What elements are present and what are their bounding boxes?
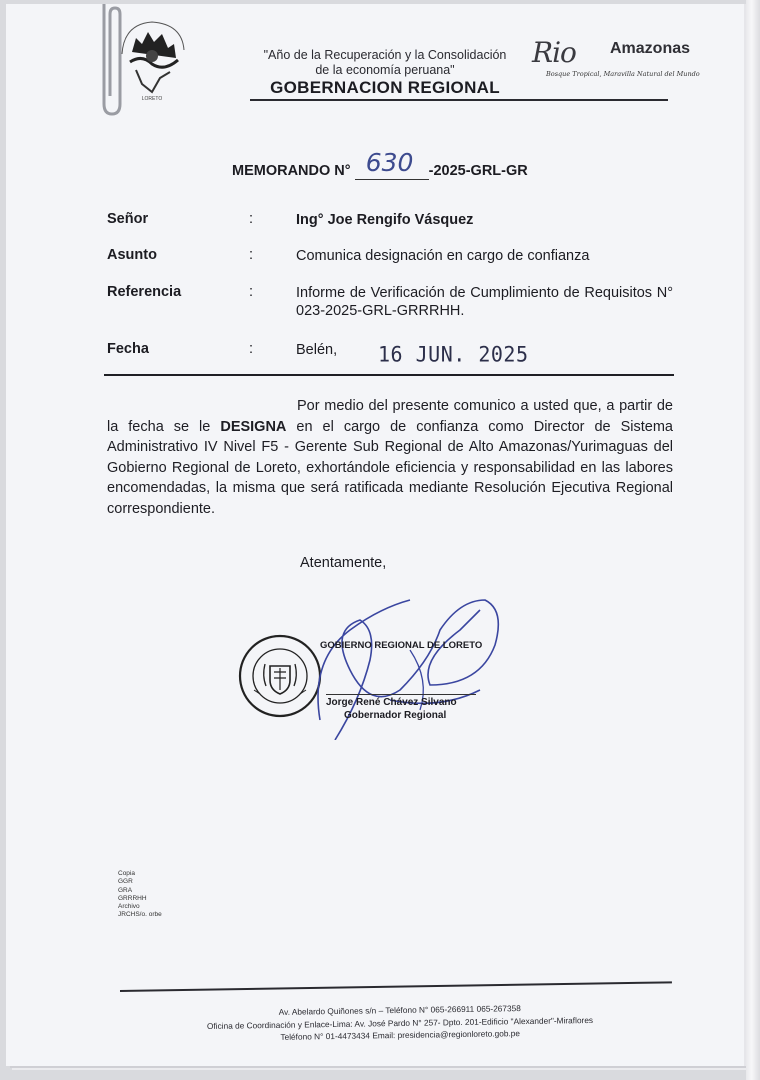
fecha-label: Fecha — [107, 341, 149, 357]
motto-line-1: "Año de la Recuperación y la Consolidación — [263, 48, 507, 62]
colon: : — [249, 247, 254, 263]
signature-organization: GOBIERNO REGIONAL DE LORETO — [320, 640, 483, 651]
memo-number: 630 — [355, 148, 425, 177]
brand-tagline: Bosque Tropical, Maravilla Natural del Mundo — [546, 70, 700, 78]
rio-amazonas-logo — [530, 36, 700, 82]
referencia-value: Informe de Verificación de Cumplimiento de Requisitos N° 023-2025-GRL-GRRRHH. — [296, 285, 673, 319]
closing: Atentamente, — [300, 555, 387, 571]
footer-line-2: Oficina de Coordinación y Enlace-Lima: Av. José Pardo N° 257- Dpto. 201-Edificio "Alexander"-Miraflores — [206, 1014, 594, 1031]
asunto-value: Comunica designación en cargo de confianza — [296, 248, 590, 264]
senor-value: Ing° Joe Rengifo Vásquez — [296, 212, 474, 228]
brand-name: Amazonas — [610, 40, 691, 57]
copy-item: Archivo — [118, 903, 140, 911]
date-stamp: 16 JUN. 2025 — [378, 341, 529, 367]
colon: : — [249, 211, 254, 227]
referencia-label: Referencia — [107, 284, 182, 300]
senor-label: Señor — [107, 211, 149, 227]
body-bold: DESIGNA — [220, 418, 287, 435]
colon: : — [249, 284, 254, 300]
gobierno-regional-logo — [112, 14, 192, 102]
asunto-label: Asunto — [107, 247, 157, 263]
copy-item: JRCHS/o. orbe — [118, 911, 162, 919]
copy-item: Copia — [118, 870, 135, 877]
svg-text:LORETO: LORETO — [141, 96, 163, 102]
footer — [150, 1000, 651, 1045]
signature-role: Gobernador Regional — [344, 710, 447, 721]
copy-item: GRRRHH — [118, 894, 147, 902]
copy-item: GGR — [118, 878, 133, 886]
footer-line-3: Teléfono N° 01-4473434 Email: presidencia@regionloreto.gob.pe — [280, 1028, 521, 1042]
header-divider — [250, 99, 668, 101]
copy-item: GRA — [118, 886, 133, 894]
memo-body — [107, 396, 673, 519]
signature-name: Jorge René Chávez Silvano — [326, 694, 476, 708]
copy-distribution-list — [118, 870, 162, 920]
body-part-2: en el cargo de confianza como Director de Sistema Administrativo IV Nivel F5 - Gerente Sub Regional de Alto Amazonas/Yurimaguas del Gobierno Regional de Loreto, exhortándole eficiencia y responsabilidad en las labores encomendadas, la misma que será ratificada mediante Resolución Ejecutiva Regional correspondiente. — [107, 418, 673, 517]
memo-suffix: -2025-GRL-GR — [428, 163, 528, 179]
brand-script: Rio — [532, 36, 576, 69]
header-motto — [240, 48, 530, 78]
memo-prefix: MEMORANDO N° — [232, 163, 351, 179]
colon: : — [249, 341, 254, 357]
footer-line-1: Av. Abelardo Quiñones s/n – Teléfono N° 065-266911 065-267358 — [278, 1003, 521, 1017]
motto-line-2: de la economía peruana" — [315, 63, 455, 77]
page-edge — [746, 0, 760, 1080]
memo-number-line — [232, 148, 528, 181]
header-title: GOBERNACION REGIONAL — [270, 78, 500, 97]
body-part-1: Por medio del presente comunico a usted que, a partir de la fecha se le — [107, 398, 673, 435]
fields-divider — [104, 374, 674, 376]
fecha-place: Belén, — [296, 342, 338, 358]
